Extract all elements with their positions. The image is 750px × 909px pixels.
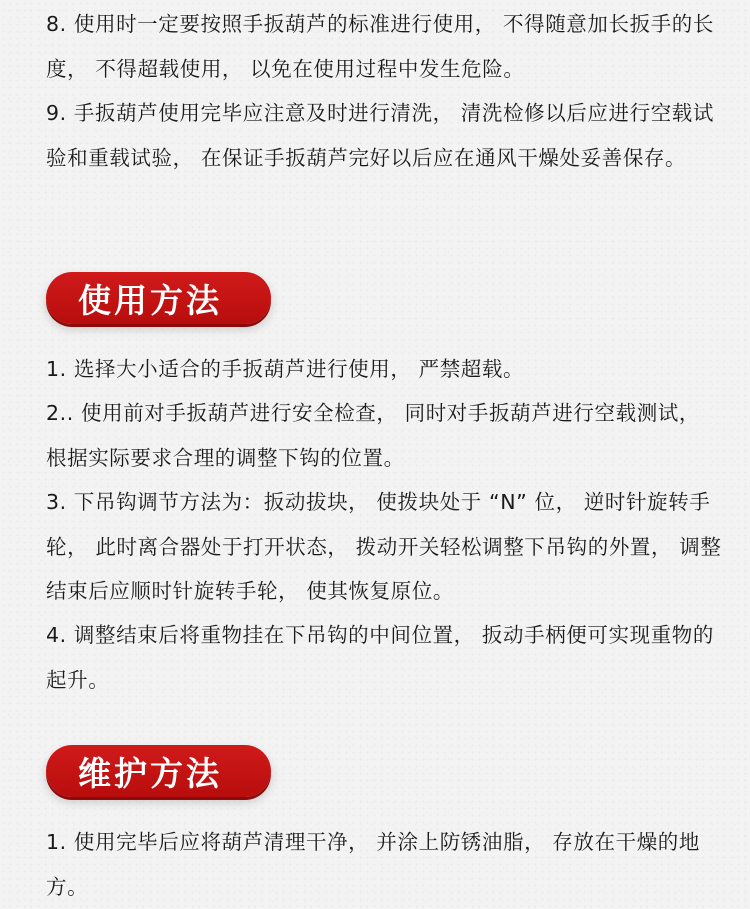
maintenance-item-1: 1. 使用完毕后应将葫芦清理干净， 并涂上防锈油脂， 存放在干燥的地方。 — [46, 830, 701, 899]
maintenance-section-header — [46, 745, 271, 797]
precaution-item-9: 9. 手扳葫芦使用完毕应注意及时进行清洗， 清洗检修以后应进行空载试验和重载试验， 在保证手扳葫芦完好以后应在通风干燥处妥善保存。 — [46, 101, 714, 170]
usage-section-header — [46, 272, 271, 324]
maintenance-section-title: 维护方法 — [78, 753, 222, 793]
usage-item-1: 1. 选择大小适合的手扳葫芦进行使用， 严禁超载。 — [46, 357, 525, 381]
precaution-item-8: 8. 使用时一定要按照手扳葫芦的标准进行使用， 不得随意加长扳手的长度， 不得超载使用， 以免在使用过程中发生危险。 — [46, 12, 714, 81]
usage-item-4: 4. 调整结束后将重物挂在下吊钩的中间位置， 扳动手柄便可实现重物的起升。 — [46, 623, 714, 692]
usage-item-2: 2.. 使用前对手扳葫芦进行安全检查， 同时对手扳葫芦进行空载测试， 根据实际要求合理的调整下钩的位置。 — [46, 401, 701, 470]
usage-item-3: 3. 下吊钩调节方法为：扳动拔块， 使拨块处于 “N” 位， 逆时针旋转手轮， 此时离合器处于打开状态， 拨动开关轻松调整下吊钩的外置， 调整结束后应顺时针旋转手轮， 使其恢复原位。 — [46, 490, 722, 603]
usage-section-title: 使用方法 — [78, 280, 222, 320]
